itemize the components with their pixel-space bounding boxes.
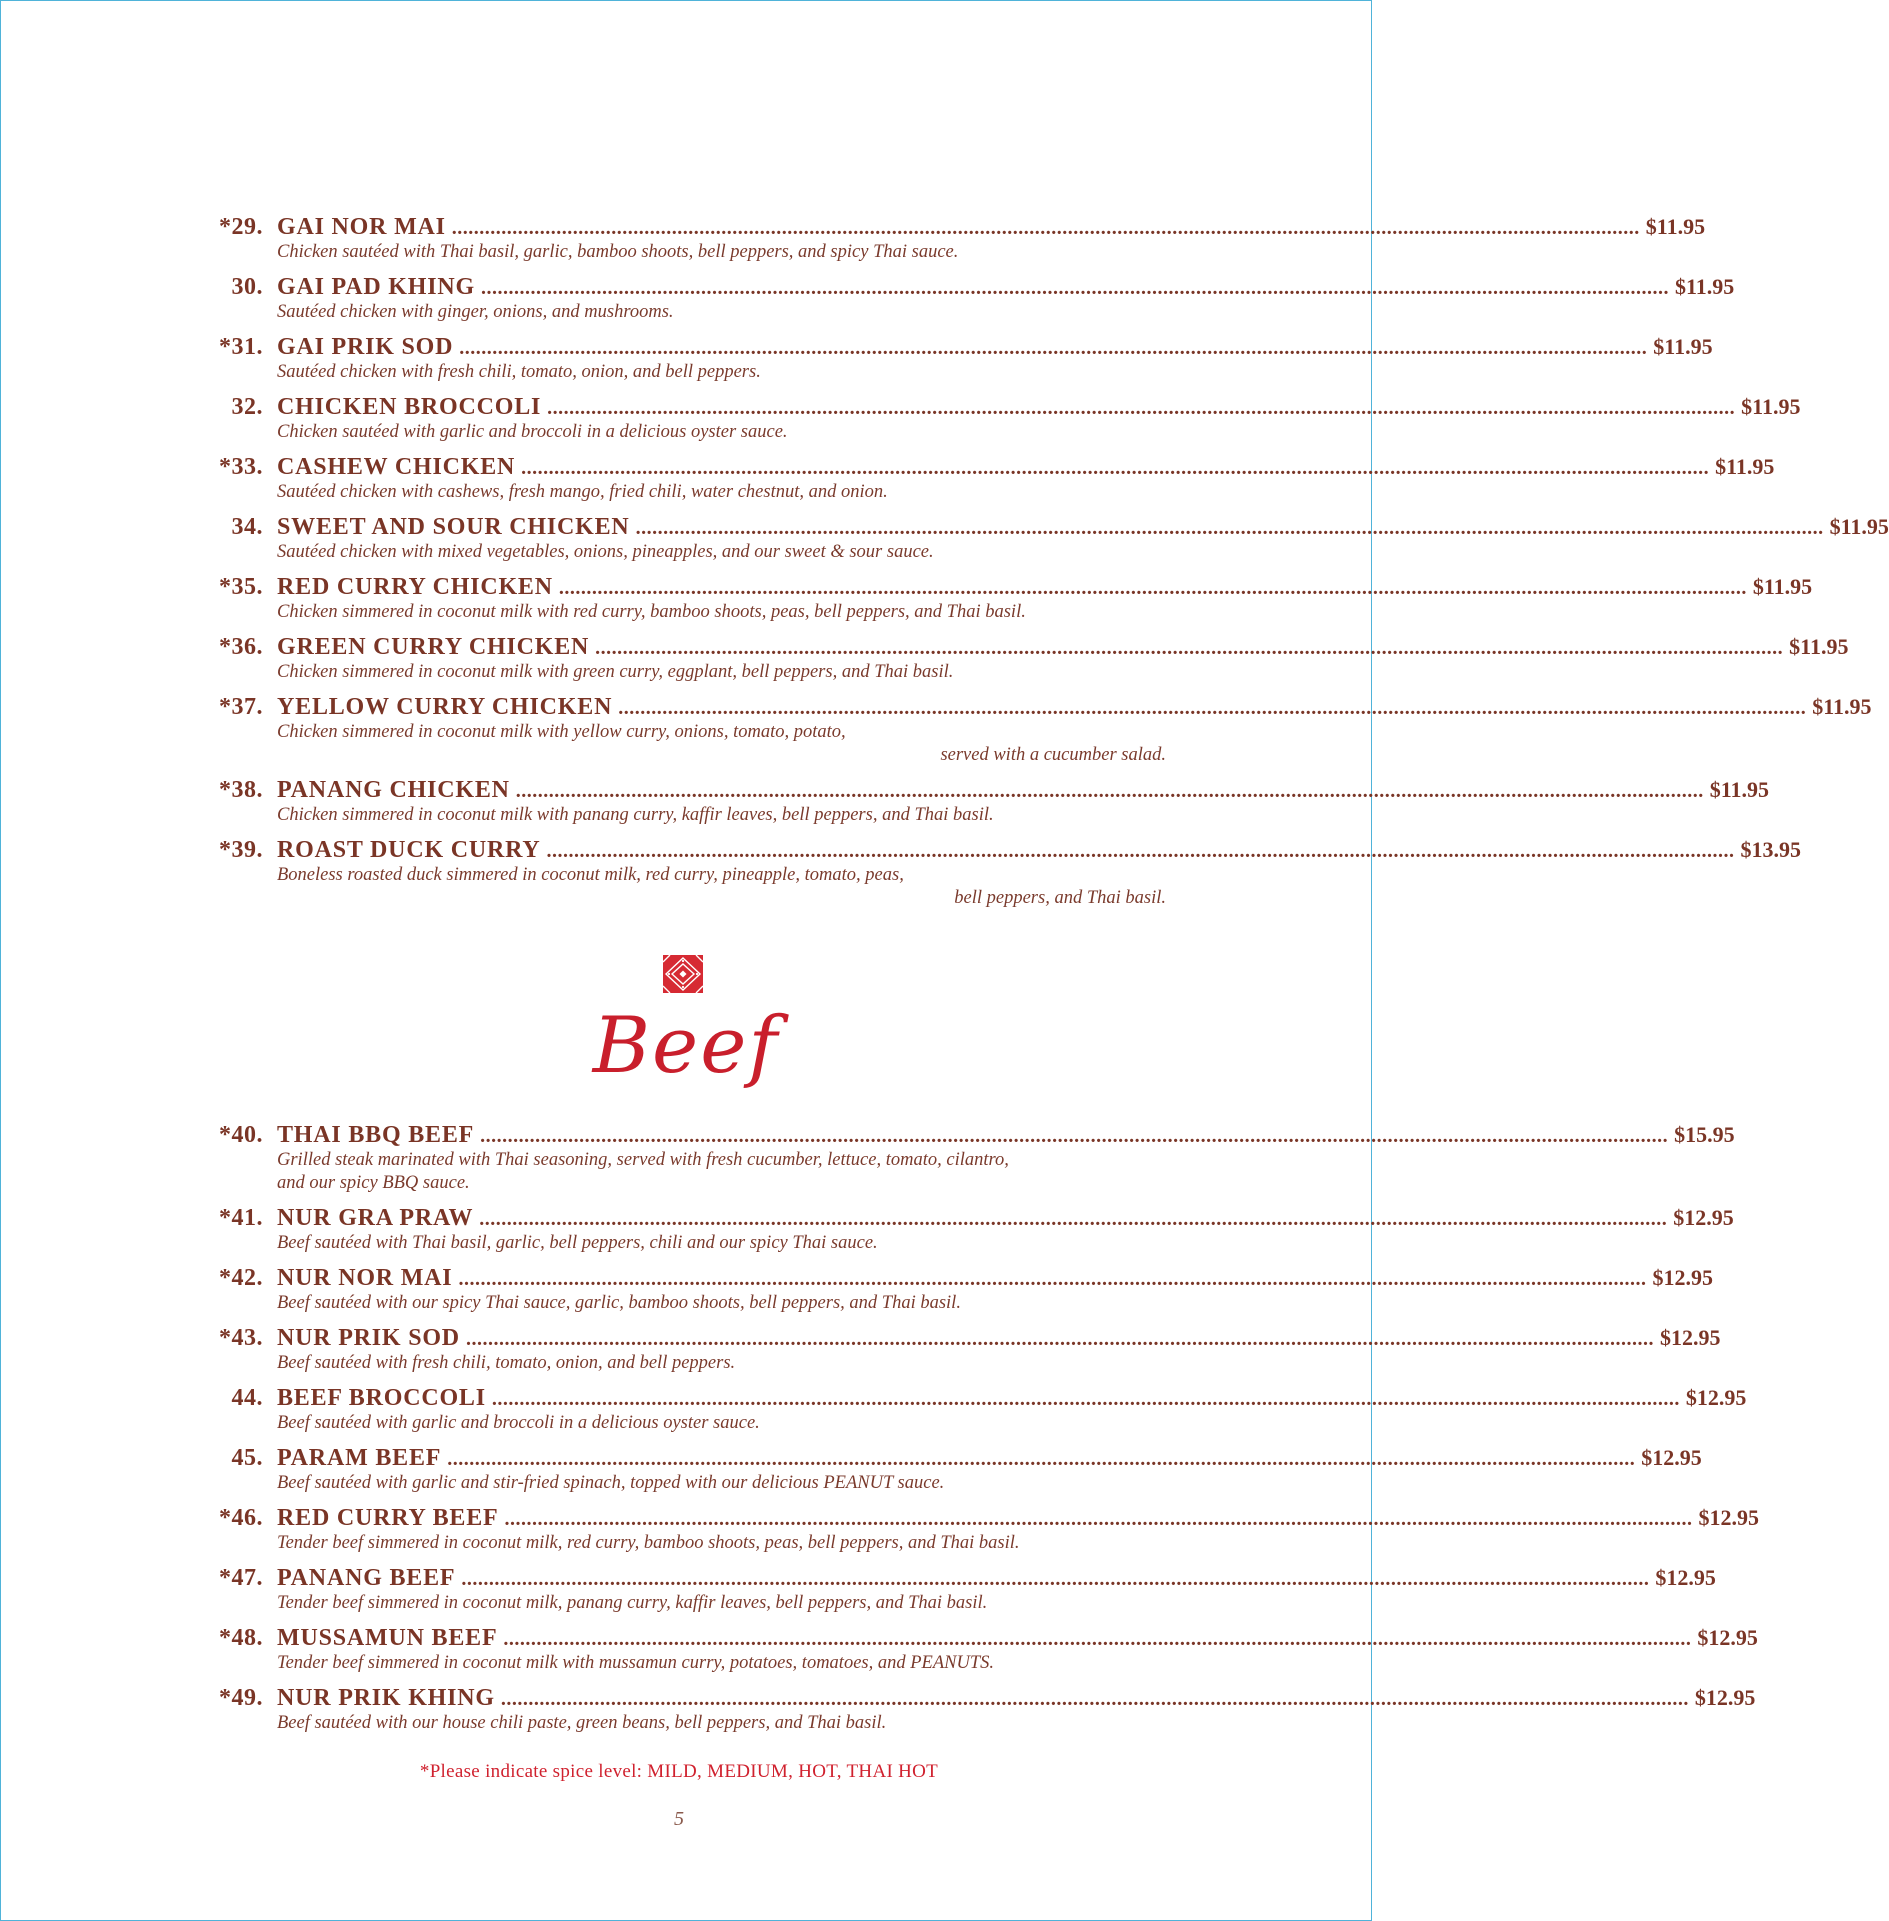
item-description: Sautéed chicken with ginger, onions, and mushrooms. [277,302,674,322]
item-name: GAI NOR MAI [277,214,446,240]
item-price: $12.95 [1685,1385,1747,1410]
item-number: *36. [219,634,263,660]
item-price: $11.95 [1709,777,1770,802]
item-name: CASHEW CHICKEN [277,454,516,480]
dot-leader: ........................................................................................................................................................................................................................ [458,1268,1647,1290]
item-description: Chicken sautéed with garlic and broccoli in a delicious oyster sauce. [277,422,788,442]
item-name: NUR GRA PRAW [277,1205,474,1231]
item-number: *39. [219,837,263,863]
item-name: GREEN CURRY CHICKEN [277,634,590,660]
dot-leader: ........................................................................................................................................................................................................................ [558,577,1747,599]
item-description: Beef sautéed with fresh chili, tomato, onion, and bell peppers. [277,1353,736,1373]
item-description: Grilled steak marinated with Thai seasoning, served with fresh cucumber, lettuce, tomato, cilantro, [277,1150,1009,1170]
dot-leader: ........................................................................................................................................................................................................................ [521,457,1710,479]
item-description: Beef sautéed with garlic and stir-fried spinach, topped with our delicious PEANUT sauce. [277,1473,945,1493]
dot-leader: ........................................................................................................................................................................................................................ [500,1688,1689,1710]
dot-leader: ........................................................................................................................................................................................................................ [447,1448,1636,1470]
item-name: NUR PRIK KHING [277,1685,495,1711]
dot-leader: ........................................................................................................................................................................................................................ [465,1328,1654,1350]
item-description: Sautéed chicken with cashews, fresh mango, fried chili, water chestnut, and onion. [277,482,888,502]
item-number: *46. [219,1505,263,1531]
item-description: Beef sautéed with our house chili paste, green beans, bell peppers, and Thai basil. [277,1713,887,1733]
item-price: $12.95 [1694,1685,1756,1710]
dot-leader: ........................................................................................................................................................................................................................ [547,397,1736,419]
item-price: $12.95 [1698,1505,1759,1530]
item-price: $11.95 [1812,694,1872,719]
item-number: *41. [219,1205,263,1231]
item-name: GAI PRIK SOD [277,334,454,360]
item-description: Tender beef simmered in coconut milk, red curry, bamboo shoots, peas, bell peppers, and Thai basil. [277,1533,1020,1553]
item-price: $11.95 [1715,454,1775,479]
item-description: Chicken sautéed with Thai basil, garlic, bamboo shoots, bell peppers, and spicy Thai sauce. [277,242,959,262]
item-price: $11.95 [1645,214,1706,239]
item-number: *29. [219,214,263,240]
red-diamond-pattern-icon [663,955,703,993]
item-name: BEEF BROCCOLI [277,1385,486,1411]
item-number: *42. [219,1265,263,1291]
item-price: $11.95 [1674,274,1735,299]
item-description: Boneless roasted duck simmered in coconut milk, red curry, pineapple, tomato, peas, [277,865,904,885]
item-price: $12.95 [1655,1565,1716,1590]
dot-leader: ........................................................................................................................................................................................................................ [503,1628,1692,1650]
dot-leader: ........................................................................................................................................................................................................................ [461,1568,1650,1590]
item-number: *33. [219,454,263,480]
item-number: *49. [219,1685,263,1711]
dot-leader: ........................................................................................................................................................................................................................ [480,277,1669,299]
item-description: Chicken simmered in coconut milk with red curry, bamboo shoots, peas, bell peppers, and Thai basil. [277,602,1026,622]
item-description: Beef sautéed with garlic and broccoli in a delicious oyster sauce. [277,1413,760,1433]
item-name: SWEET AND SOUR CHICKEN [277,514,630,540]
item-name: MUSSAMUN BEEF [277,1625,498,1651]
item-name: CHICKEN BROCCOLI [277,394,542,420]
item-price: $12.95 [1652,1265,1713,1290]
dot-leader: ........................................................................................................................................................................................................................ [480,1125,1669,1147]
item-number: *31. [219,334,263,360]
dot-leader: ........................................................................................................................................................................................................................ [546,840,1735,862]
dot-leader: ........................................................................................................................................................................................................................ [459,337,1648,359]
item-number: 44. [231,1385,263,1411]
item-name: PARAM BEEF [277,1445,442,1471]
item-price: $11.95 [1752,574,1813,599]
spice-level-note: *Please indicate spice level: MILD, MEDIUM, HOT, THAI HOT [419,1761,939,1782]
item-name: NUR PRIK SOD [277,1325,460,1351]
item-description: Chicken simmered in coconut milk with yellow curry, onions, tomato, potato, [277,722,846,742]
item-description: Sautéed chicken with fresh chili, tomato, onion, and bell peppers. [277,362,761,382]
item-number: *47. [219,1565,263,1591]
item-price: $15.95 [1674,1122,1735,1147]
item-description-continued: bell peppers, and Thai basil. [954,888,1166,908]
dot-leader: ........................................................................................................................................................................................................................ [479,1208,1668,1230]
page-number: 5 [674,1808,684,1830]
item-price: $12.95 [1659,1325,1721,1350]
item-description: Tender beef simmered in coconut milk, panang curry, kaffir leaves, bell peppers, and Thai basil. [277,1593,988,1613]
dot-leader: ........................................................................................................................................................................................................................ [635,517,1824,539]
item-name: PANANG BEEF [277,1565,456,1591]
item-description: Beef sautéed with Thai basil, garlic, bell peppers, chili and our spicy Thai sauce. [277,1233,878,1253]
item-number: 34. [231,514,263,540]
item-number: *38. [219,777,263,803]
item-number: 30. [231,274,263,300]
item-price: $11.95 [1653,334,1713,359]
item-number: *35. [219,574,263,600]
item-name: RED CURRY CHICKEN [277,574,553,600]
item-name: YELLOW CURRY CHICKEN [277,694,613,720]
item-description: Sautéed chicken with mixed vegetables, onions, pineapples, and our sweet & sour sauce. [277,542,934,562]
dot-leader: ........................................................................................................................................................................................................................ [504,1508,1693,1530]
item-description: Tender beef simmered in coconut milk with mussamun curry, potatoes, tomatoes, and PEANUTS. [277,1653,994,1673]
dot-leader: ........................................................................................................................................................................................................................ [515,780,1704,802]
item-description: Beef sautéed with our spicy Thai sauce, garlic, bamboo shoots, bell peppers, and Thai basil. [277,1293,961,1313]
dot-leader: ........................................................................................................................................................................................................................ [451,217,1640,239]
item-price: $13.95 [1740,837,1802,862]
item-name: GAI PAD KHING [277,274,475,300]
item-number: *48. [219,1625,263,1651]
item-name: RED CURRY BEEF [277,1505,499,1531]
item-name: ROAST DUCK CURRY [277,837,541,863]
item-description: Chicken simmered in coconut milk with green curry, eggplant, bell peppers, and Thai basil. [277,662,954,682]
dot-leader: ........................................................................................................................................................................................................................ [595,637,1784,659]
item-number: *43. [219,1325,263,1351]
item-description-continued: and our spicy BBQ sauce. [277,1173,470,1193]
item-description-continued: served with a cucumber salad. [940,745,1166,765]
item-name: PANANG CHICKEN [277,777,510,803]
item-price: $11.95 [1789,634,1849,659]
item-price: $12.95 [1697,1625,1758,1650]
item-number: *37. [219,694,263,720]
item-number: 45. [231,1445,263,1471]
item-price: $12.95 [1641,1445,1702,1470]
item-name: NUR NOR MAI [277,1265,453,1291]
dot-leader: ........................................................................................................................................................................................................................ [618,697,1807,719]
item-price: $11.95 [1741,394,1801,419]
item-number: 32. [231,394,263,420]
section-title: Beef [592,1001,780,1091]
item-price: $11.95 [1829,514,1889,539]
item-description: Chicken simmered in coconut milk with panang curry, kaffir leaves, bell peppers, and Thai basil. [277,805,994,825]
item-name: THAI BBQ BEEF [277,1122,475,1148]
dot-leader: ........................................................................................................................................................................................................................ [491,1388,1680,1410]
item-number: *40. [219,1122,263,1148]
item-price: $12.95 [1673,1205,1734,1230]
